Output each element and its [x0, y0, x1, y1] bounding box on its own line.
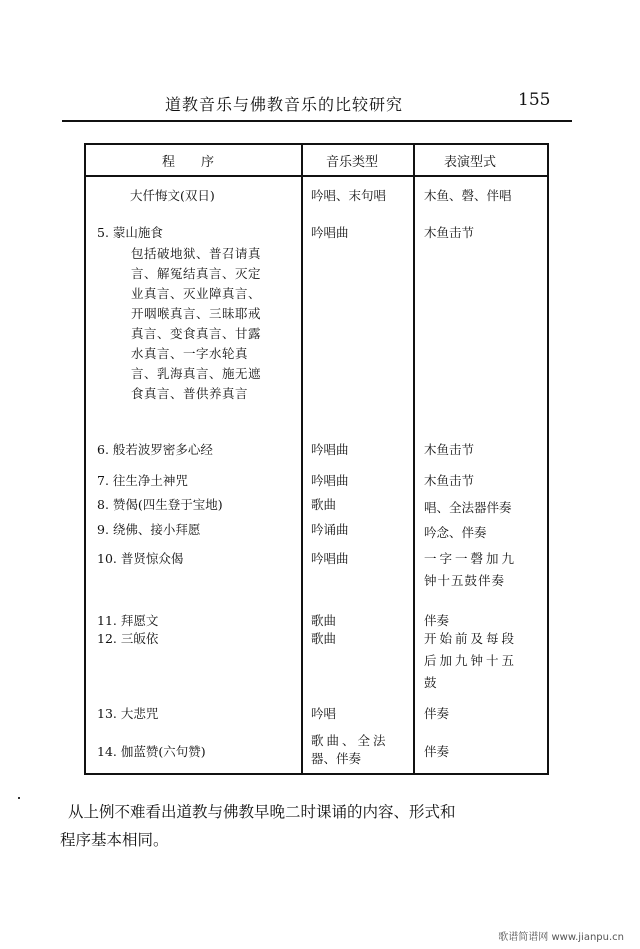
performance-cell: 木鱼击节 [424, 442, 475, 457]
column-header-program: 程 序 [162, 155, 215, 170]
program-cell: 13. 大悲咒 [97, 706, 159, 721]
performance-cell: 木鱼、磬、伴唱 [424, 188, 512, 203]
program-cell: 14. 伽蓝赞(六句赞) [97, 744, 206, 759]
performance-cell: 唱、全法器伴奏 [424, 500, 512, 515]
detail-line: 言、解冤结真言、灭定 [131, 266, 262, 281]
performance-cell: 吟念、伴奏 [424, 525, 487, 540]
music-type-cell: 吟唱曲 [311, 225, 349, 240]
performance-cell: 钟十五鼓伴奏 [424, 573, 506, 588]
header-rule [62, 120, 572, 122]
program-cell: 11. 拜愿文 [97, 613, 159, 628]
music-type-cell: 吟唱、末句唱 [311, 188, 387, 203]
music-type-cell: 歌曲 [311, 631, 337, 646]
performance-cell: 木鱼击节 [424, 473, 475, 488]
program-cell: 5. 蒙山施食 [97, 225, 163, 240]
program-detail [131, 244, 261, 404]
performance-cell: 开始前及每段 [424, 631, 518, 646]
column-header-music-type: 音乐类型 [326, 155, 379, 170]
program-cell: 7. 往生净土神咒 [97, 473, 188, 488]
performance-cell: 鼓 [424, 675, 437, 690]
performance-cell: 后加九钟十五 [424, 653, 518, 668]
body-paragraph [60, 798, 578, 854]
scan-speck [18, 797, 20, 799]
music-type-cell: 吟唱曲 [311, 551, 349, 566]
music-type-cell: 吟唱 [311, 706, 337, 721]
performance-cell: 伴奏 [424, 706, 450, 721]
detail-line: 开咽喉真言、三昧耶戒 [131, 306, 262, 321]
detail-line: 言、乳海真言、施无遮 [131, 366, 262, 381]
music-type-cell: 歌曲、全法 [311, 733, 389, 748]
watermark: 歌谱简谱网 www.jianpu.cn [498, 932, 624, 943]
music-type-cell: 器、伴奏 [311, 751, 362, 766]
music-type-cell: 吟唱曲 [311, 442, 349, 457]
page-number: 155 [518, 90, 551, 110]
performance-cell: 木鱼击节 [424, 225, 475, 240]
detail-line: 水真言、一字水轮真 [131, 346, 249, 361]
comparison-table [84, 143, 549, 775]
column-header-performance: 表演型式 [444, 155, 497, 170]
music-type-cell: 歌曲 [311, 613, 337, 628]
page-header-title: 道教音乐与佛教音乐的比较研究 [165, 95, 404, 114]
body-line: 程序基本相同。 [60, 831, 169, 849]
program-cell: 8. 赞偈(四生登于宝地) [97, 497, 223, 512]
program-cell: 9. 绕佛、接小拜愿 [97, 522, 201, 537]
program-cell: 大仟悔文(双日) [130, 188, 215, 203]
detail-line: 食真言、普供养真言 [131, 386, 249, 401]
music-type-cell: 吟诵曲 [311, 522, 349, 537]
program-cell: 12. 三皈依 [97, 631, 159, 646]
table-header-divider [86, 175, 547, 177]
music-type-cell: 吟唱曲 [311, 473, 349, 488]
body-line: 从上例不难看出道教与佛教早晚二时课诵的内容、形式和 [68, 803, 456, 821]
program-cell: 10. 普贤惊众偈 [97, 551, 184, 566]
performance-cell: 伴奏 [424, 613, 450, 628]
music-type-cell: 歌曲 [311, 497, 337, 512]
performance-cell: 一字一磬加九 [424, 551, 518, 566]
performance-cell: 伴奏 [424, 744, 450, 759]
column-divider [413, 145, 415, 773]
detail-line: 真言、变食真言、甘露 [131, 326, 262, 341]
program-cell: 6. 般若波罗密多心经 [97, 442, 213, 457]
column-divider [301, 145, 303, 773]
detail-line: 业真言、灭业障真言、 [131, 286, 262, 301]
detail-line: 包括破地狱、普召请真 [131, 246, 262, 261]
